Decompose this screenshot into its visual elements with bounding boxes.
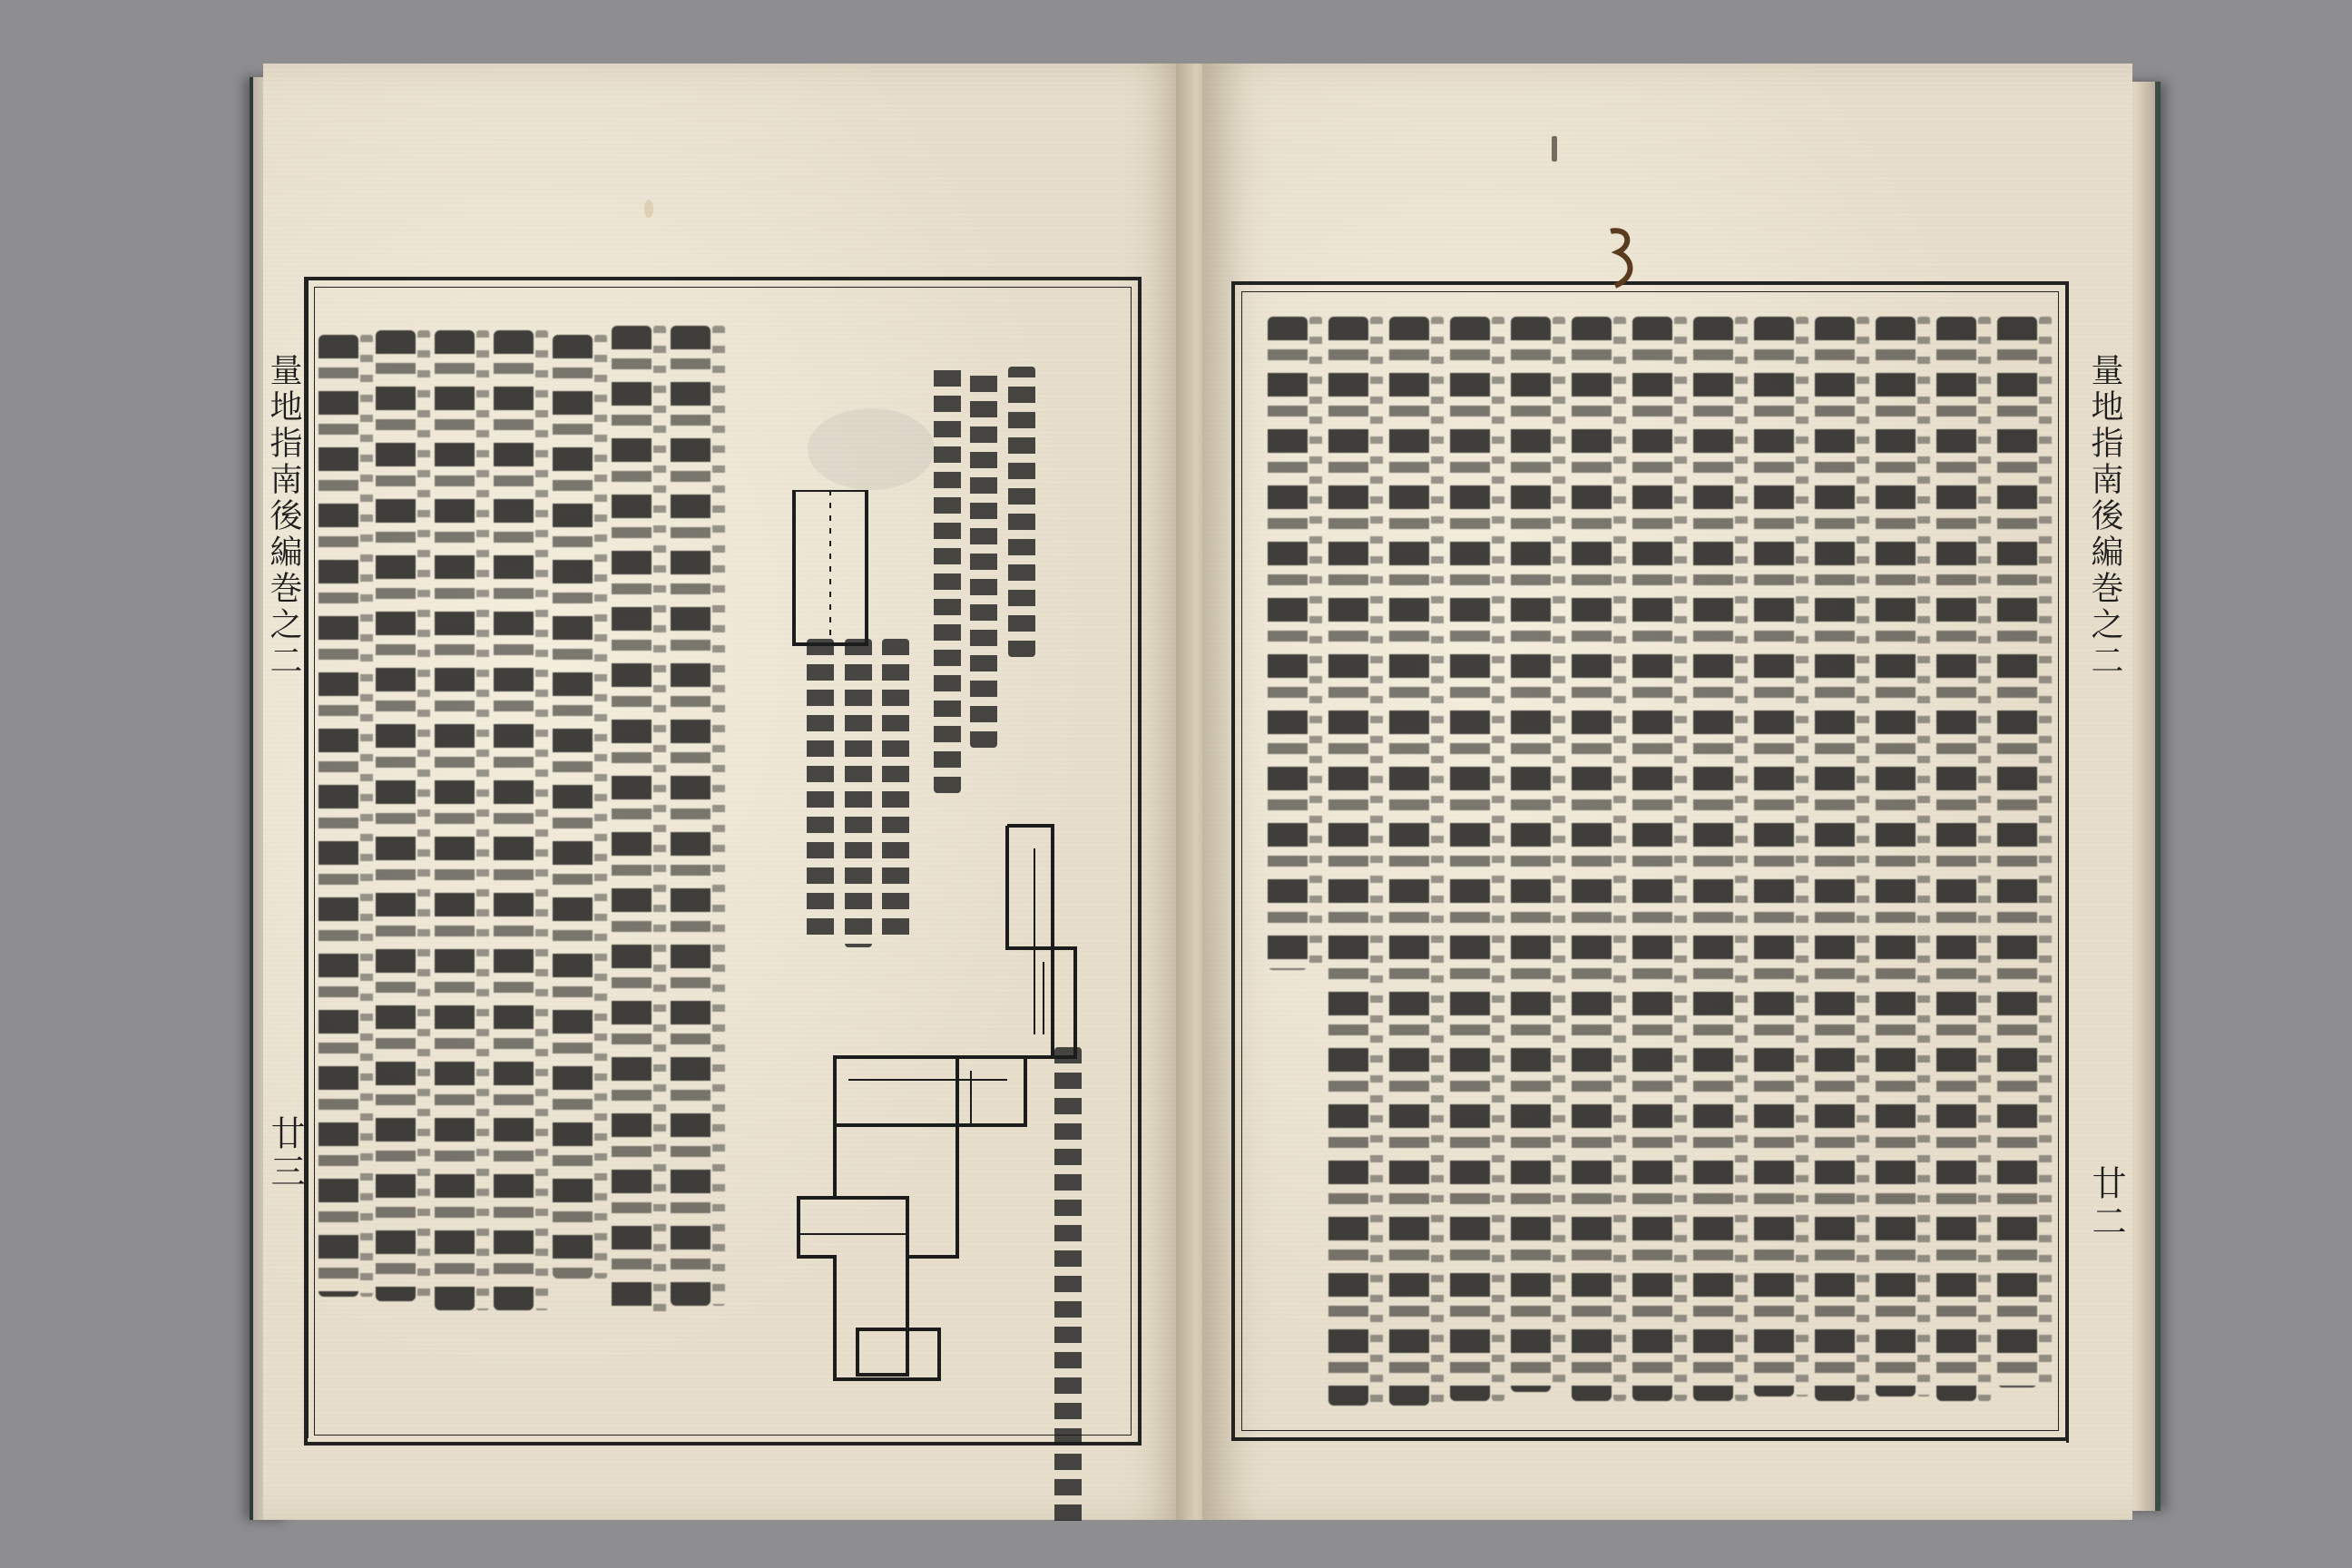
- left-page: [263, 64, 1189, 1520]
- right-page-text-frame: [1231, 281, 2126, 1441]
- text-column: [1815, 317, 1855, 1401]
- text-column: [1511, 317, 1551, 1392]
- text-column: [1328, 317, 1368, 1406]
- left-folio: 廿三: [265, 1115, 305, 1191]
- left-page-margin: [251, 280, 309, 1438]
- text-column: [494, 330, 534, 1310]
- text-column: [435, 330, 475, 1310]
- text-column: [671, 326, 710, 1306]
- text-column: [1693, 317, 1733, 1401]
- left-margin-title: 量地指南後編巻之二: [265, 353, 302, 680]
- text-column: [553, 335, 593, 1279]
- text-column: [1450, 317, 1490, 1401]
- text-column: [1389, 317, 1429, 1406]
- right-margin-title: 量地指南後編巻之二: [2086, 353, 2123, 680]
- binding-thread: [1602, 227, 1647, 290]
- text-column: [612, 326, 652, 1315]
- right-folio: 廿二: [2086, 1165, 2126, 1241]
- text-column: [1268, 317, 1308, 970]
- right-page-margin: [2066, 285, 2126, 1443]
- text-column: [1632, 317, 1672, 1401]
- text-column: [376, 330, 416, 1301]
- text-column: [1936, 317, 1976, 1401]
- text-column: [1876, 317, 1916, 1396]
- text-column: [318, 335, 358, 1297]
- folded-paper-strip-diagram: [735, 490, 1125, 1397]
- text-column: [1754, 317, 1794, 1396]
- right-page: [1202, 64, 2132, 1520]
- folded-strip-svg: [735, 490, 1125, 1397]
- text-column: [1572, 317, 1612, 1401]
- text-column: [1997, 317, 2037, 1387]
